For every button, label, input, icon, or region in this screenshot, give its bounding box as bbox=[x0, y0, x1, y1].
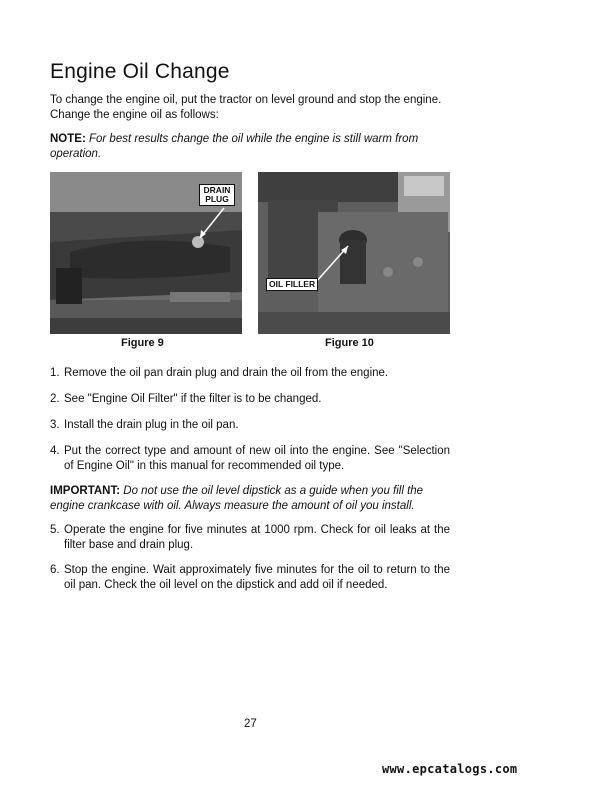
step-item bbox=[50, 392, 321, 407]
drain-callout-line2: PLUG bbox=[205, 194, 229, 204]
note-label: NOTE: bbox=[50, 133, 86, 145]
step-text: See "Engine Oil Filter" if the filter is to be changed. bbox=[64, 393, 322, 405]
step-number: 1. bbox=[50, 367, 60, 379]
watermark-text: www.epcatalogs.com bbox=[382, 762, 518, 776]
step-text: Operate the engine for five minutes at 1000 rpm. Check for oil leaks at the filter base and drain plug. bbox=[64, 524, 450, 551]
step-item bbox=[50, 418, 239, 433]
step-text: Remove the oil pan drain plug and drain the oil from the engine. bbox=[64, 367, 389, 379]
step-item bbox=[50, 563, 450, 592]
page-title: Engine Oil Change bbox=[50, 60, 230, 83]
figure-10-photo bbox=[258, 172, 450, 334]
step-number: 5. bbox=[50, 524, 60, 536]
figure-10-image bbox=[258, 172, 450, 334]
step-number: 3. bbox=[50, 419, 60, 431]
step-item bbox=[50, 444, 450, 473]
note-paragraph bbox=[50, 132, 450, 162]
step-text: Put the correct type and amount of new oil into the engine. See "Selection of Engine Oil" in this manual for recommended oil type. bbox=[64, 445, 450, 472]
drain-callout-line1: DRAIN bbox=[203, 185, 231, 195]
important-label: IMPORTANT: bbox=[50, 485, 121, 497]
step-number: 6. bbox=[50, 564, 60, 576]
figure-10-caption: Figure 10 bbox=[325, 337, 374, 349]
oil-filler-callout: OIL FILLER bbox=[266, 278, 318, 291]
intro-paragraph: To change the engine oil, put the tractor on level ground and stop the engine. Change the engine oil as follows: bbox=[50, 94, 442, 121]
step-text: Install the drain plug in the oil pan. bbox=[64, 419, 239, 431]
step-text: Stop the engine. Wait approximately five minutes for the oil to return to the oil pan. Check the oil level on the dipstick and add oil if needed. bbox=[64, 564, 450, 591]
page-number: 27 bbox=[244, 718, 257, 730]
figure-9-caption: Figure 9 bbox=[121, 337, 164, 349]
step-number: 4. bbox=[50, 445, 60, 457]
note-text: For best results change the oil while the engine is still warm from operation. bbox=[50, 133, 419, 160]
important-paragraph bbox=[50, 484, 450, 514]
figure-9-photo bbox=[50, 172, 242, 334]
drain-plug-callout bbox=[199, 184, 235, 206]
step-item bbox=[50, 366, 388, 381]
step-item bbox=[50, 523, 450, 552]
important-text: Do not use the oil level dipstick as a guide when you fill the engine crankcase with oil. Always measure the amount of oil you install. bbox=[50, 485, 424, 512]
step-number: 2. bbox=[50, 393, 60, 405]
